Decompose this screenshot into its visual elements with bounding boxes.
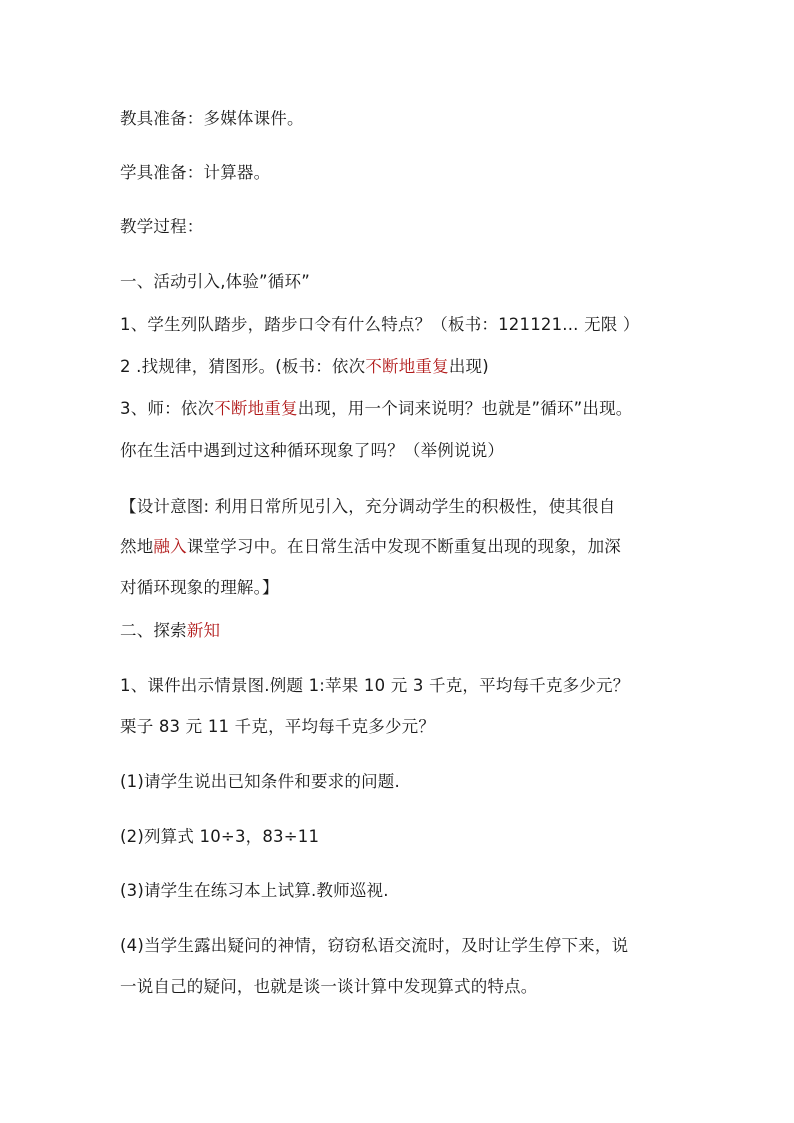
text-segment: 出现) — [448, 357, 489, 376]
paragraph-line — [120, 398, 633, 420]
design-intent-line: 对循环现象的理解。】 — [120, 578, 279, 597]
paragraph-line: 一说自己的疑问，也就是谈一谈计算中发现算式的特点。 — [120, 977, 538, 996]
paragraph-line: 栗子 83 元 11 千克，平均每千克多少元？ — [120, 717, 436, 736]
design-intent-line: 【设计意图: 利用日常所见引入，充分调动学生的积极性，使其很自 — [120, 497, 616, 516]
highlight-text: 融入 — [153, 537, 187, 556]
highlight-text: 不断地重复 — [214, 399, 298, 418]
text-segment: 出现，用一个词来说明？也就是”循环”出现。 — [297, 399, 633, 418]
text-segment: 二、探索 — [120, 621, 187, 640]
text-segment: 然地 — [120, 537, 154, 556]
highlight-text: 新知 — [186, 621, 221, 640]
paragraph-line: 1、学生列队踏步，踏步口令有什么特点？（板书：121121... 无限 ） — [120, 315, 640, 334]
paragraph-line: 1、课件出示情景图.例题 1:苹果 10 元 3 千克，平均每千克多少元？ — [120, 676, 630, 695]
teaching-aids-line: 教具准备：多媒体课件。 — [120, 109, 304, 128]
teaching-process-heading: 教学过程： — [120, 217, 204, 236]
text-segment: 2 .找规律，猜图形。(板书：依次 — [120, 357, 366, 376]
paragraph-line: (3)请学生在练习本上试算.教师巡视. — [120, 881, 389, 900]
paragraph-line: (2)列算式 10÷3，83÷11 — [120, 827, 320, 846]
paragraph-line: (1)请学生说出已知条件和要求的问题. — [120, 772, 400, 791]
highlight-text: 不断地重复 — [365, 357, 449, 376]
text-segment: 课堂学习中。在日常生活中发现不断重复出现的现象，加深 — [186, 537, 622, 556]
paragraph-line: (4)当学生露出疑问的神情，窃窃私语交流时，及时让学生停下来，说 — [120, 936, 629, 955]
paragraph-line — [120, 356, 489, 378]
section-one-heading: 一、活动引入,体验”循环” — [120, 272, 310, 291]
design-intent-line — [120, 536, 621, 558]
text-segment: 3、师：依次 — [120, 399, 215, 418]
paragraph-line: 你在生活中遇到过这种循环现象了吗？（举例说说） — [120, 441, 505, 460]
learning-aids-line: 学具准备：计算器。 — [120, 163, 271, 182]
section-two-heading — [120, 620, 220, 642]
